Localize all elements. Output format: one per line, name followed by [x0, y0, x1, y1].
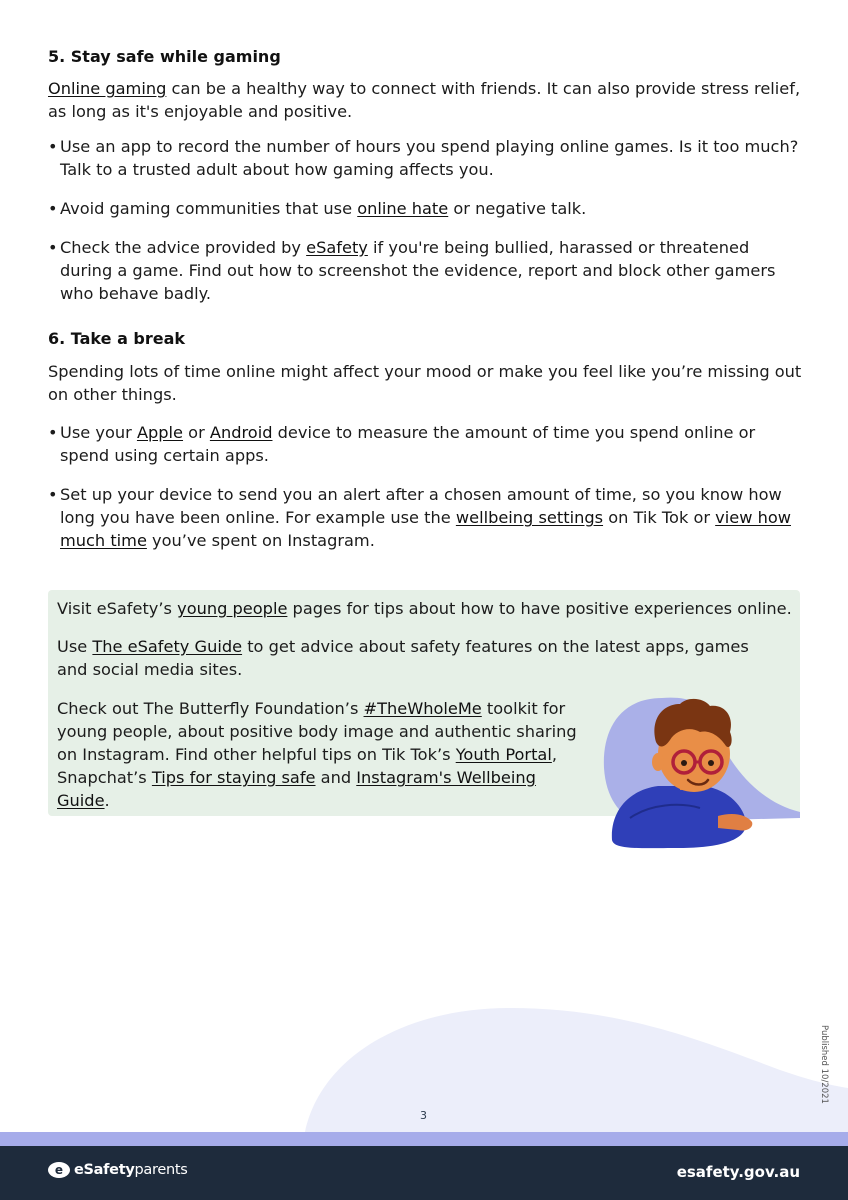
callout-paragraph: Use The eSafety Guide to get advice about safety features on the latest apps, games and social media sites.: [57, 637, 749, 679]
link-youth-portal[interactable]: Youth Portal: [455, 745, 552, 764]
website-link[interactable]: esafety.gov.au: [676, 1163, 800, 1181]
link-view-how-much-time[interactable]: view how much time: [60, 508, 791, 550]
esafety-logo-icon: e: [48, 1162, 70, 1178]
link-online-hate[interactable]: online hate: [357, 199, 449, 218]
list-item: • Check the advice provided by eSafety if you're being bullied, harassed or threatened during a game. Find out how to screenshot the evidence, report and block other gamers who behave badly.: [48, 238, 776, 303]
link-online-gaming[interactable]: Online gaming: [48, 79, 167, 98]
footer-accent-band: [0, 1132, 848, 1146]
section-intro-gaming: Online gaming can be a healthy way to connect with friends. It can also provide stress relief, as long as it's enjoyable and positive.: [48, 79, 801, 121]
link-instagram-wellbeing-guide[interactable]: Instagram's Wellbeing Guide: [57, 768, 536, 810]
list-item: • Use an app to record the number of hours you spend playing online games. Is it too much? Talk to a trusted adult about how gaming affects you.: [48, 137, 799, 179]
bullet-icon: •: [48, 423, 58, 442]
bullet-icon: •: [48, 199, 58, 218]
published-date: Published 10/2021: [819, 1025, 829, 1104]
link-young-people[interactable]: young people: [177, 599, 288, 618]
link-tips-staying-safe[interactable]: Tips for staying safe: [151, 768, 316, 787]
list-item: • Set up your device to send you an alert after a chosen amount of time, so you know how long you have been online. For example use the wellbeing settings on Tik Tok or view how much time you’ve spent on Instagram.: [48, 485, 791, 550]
callout-paragraph: Visit eSafety’s young people pages for tips about how to have positive experiences online.: [57, 599, 792, 618]
link-apple[interactable]: Apple: [136, 423, 184, 442]
esafety-parents-logo[interactable]: e eSafetyparents: [48, 1162, 187, 1178]
list-item: • Avoid gaming communities that use online hate or negative talk.: [48, 199, 587, 218]
boy-illustration: [600, 690, 800, 852]
link-the-whole-me[interactable]: #TheWholeMe: [363, 699, 482, 718]
bullet-icon: •: [48, 137, 58, 156]
section-heading-break: 6. Take a break: [48, 329, 186, 348]
link-android[interactable]: Android: [209, 423, 273, 442]
link-wellbeing-settings[interactable]: wellbeing settings: [455, 508, 604, 527]
section-intro-break: Spending lots of time online might affect your mood or make you feel like you’re missing out on other things.: [48, 362, 802, 404]
link-esafety[interactable]: eSafety: [306, 238, 368, 257]
callout-paragraph: Check out The Butterfly Foundation’s #TheWholeMe toolkit for young people, about positive body image and authentic sharing on Instagram. Find other helpful tips on Tik Tok’s Youth Portal, Snapchat’s Tips for staying safe and Instagram's Wellbeing Guide.: [57, 699, 577, 810]
bullet-icon: •: [48, 238, 58, 257]
page-number: 3: [420, 1109, 427, 1122]
section-heading-gaming: 5. Stay safe while gaming: [48, 47, 281, 66]
bullet-icon: •: [48, 485, 58, 504]
footer: [0, 1146, 848, 1200]
list-item: • Use your Apple or Android device to measure the amount of time you spend online or spend using certain apps.: [48, 423, 756, 465]
link-esafety-guide[interactable]: The eSafety Guide: [92, 637, 243, 656]
